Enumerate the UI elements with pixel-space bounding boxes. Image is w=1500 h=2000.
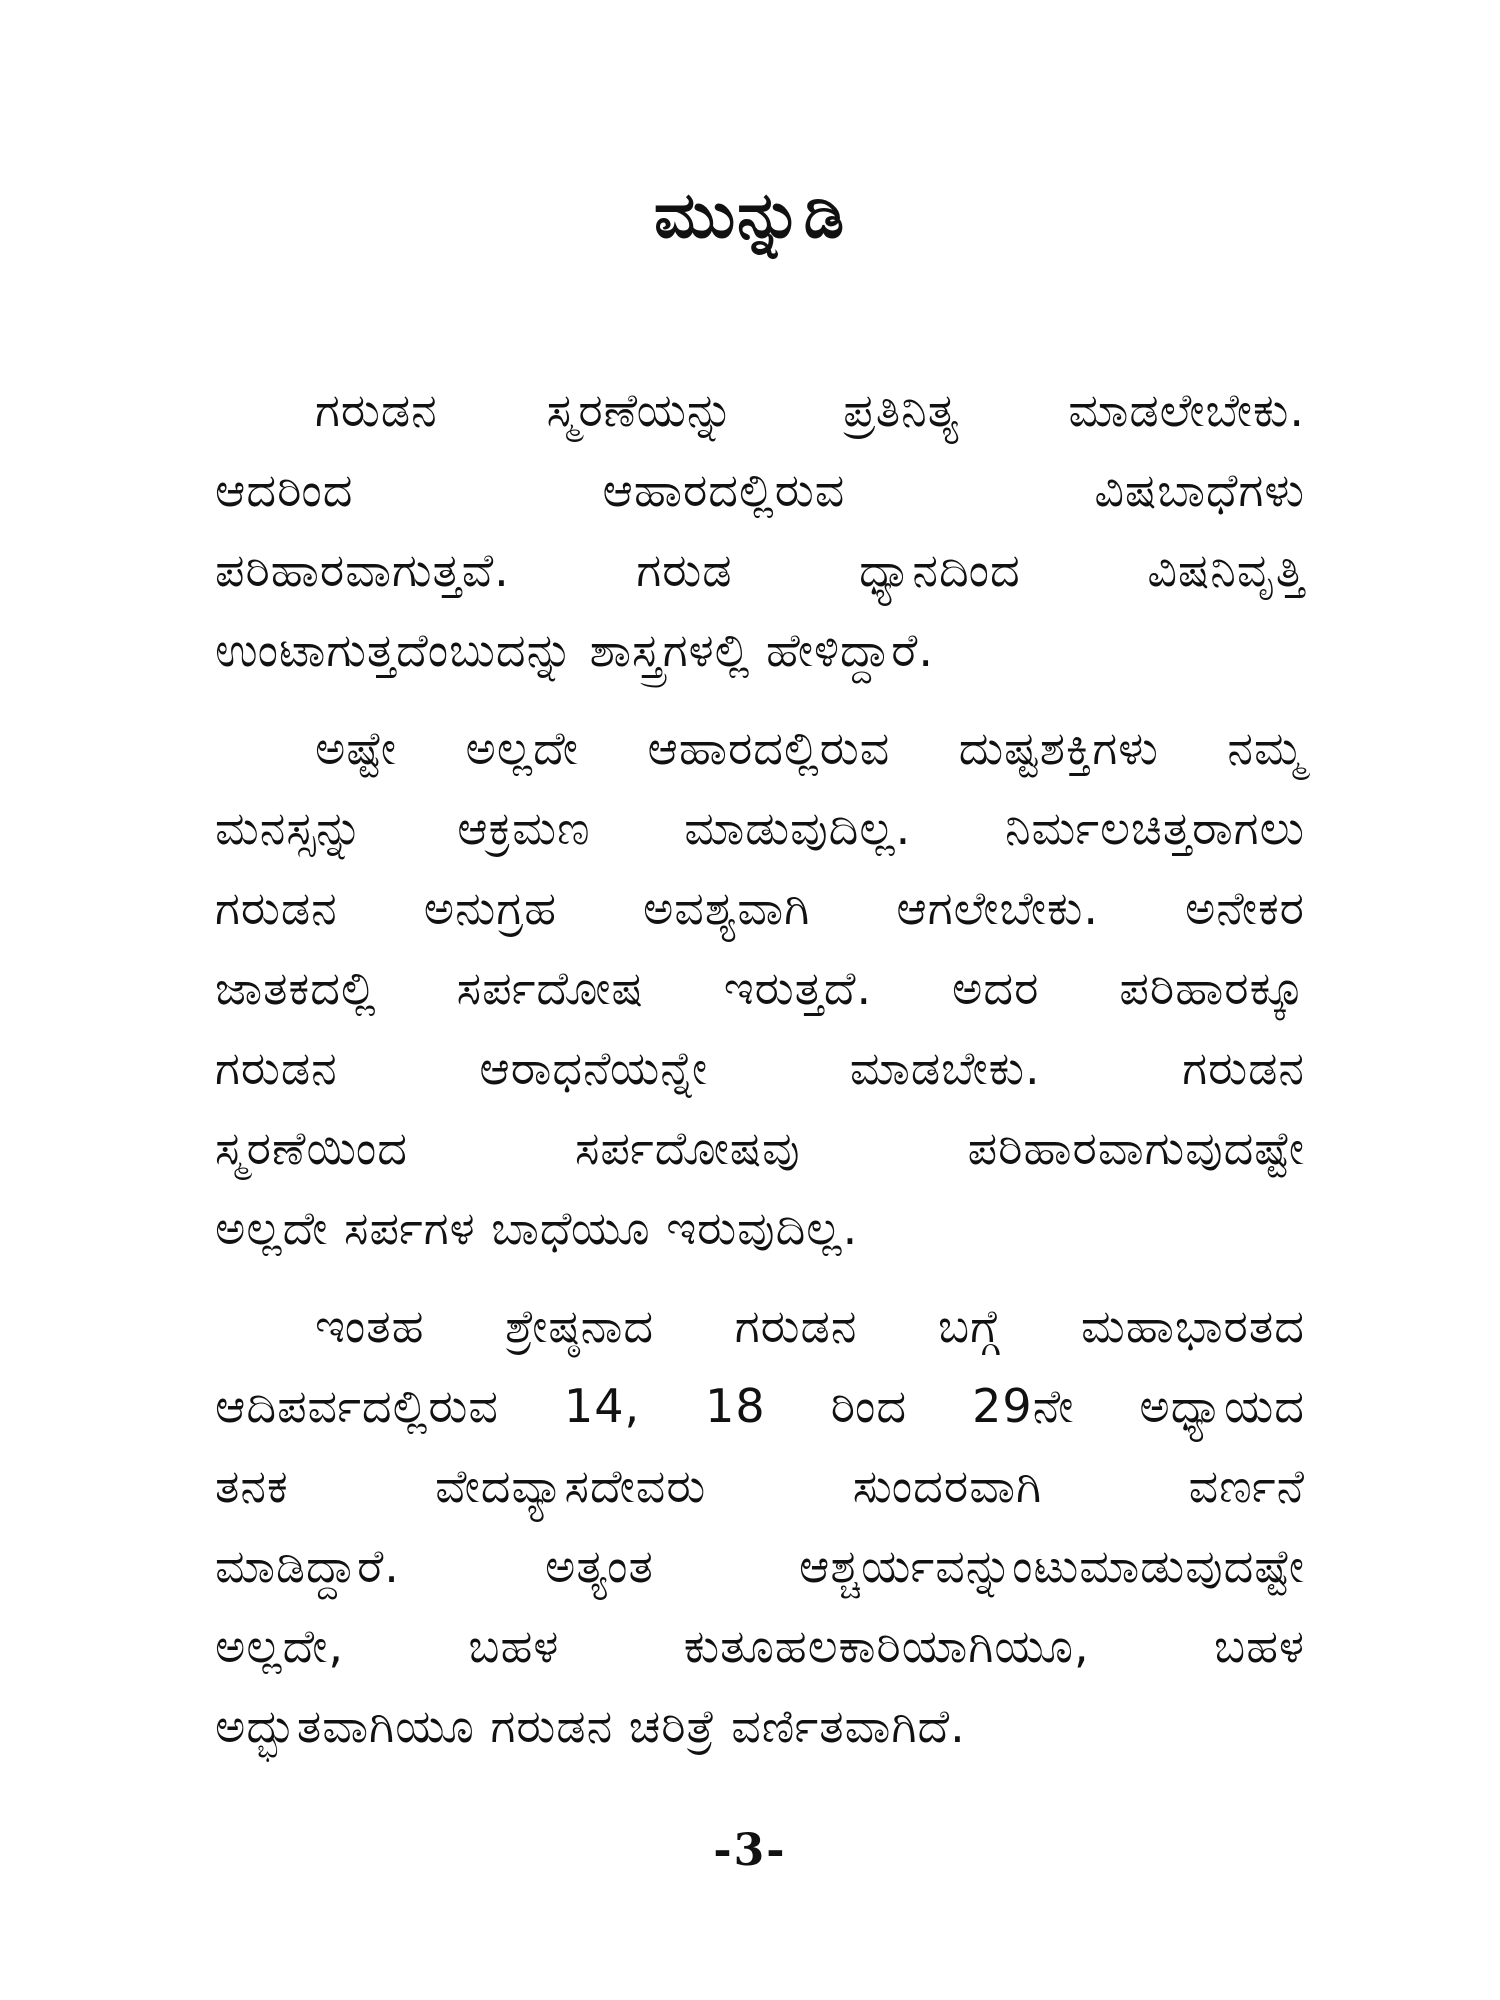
paragraph-line: ಮನಸ್ಸನ್ನು ಆಕ್ರಮಣ ಮಾಡುವುದಿಲ್ಲ. ನಿರ್ಮಲಚಿತ್ತರಾಗಲು xyxy=(215,801,1305,855)
paragraph-line: ಅದ್ಭುತವಾಗಿಯೂ ಗರುಡನ ಚರಿತ್ರೆ ವರ್ಣಿತವಾಗಿದೆ. xyxy=(215,1699,966,1753)
page-number: -3- xyxy=(713,1825,787,1876)
paragraph-line: ಸ್ಮರಣೆಯಿಂದ ಸರ್ಪದೋಷವು ಪರಿಹಾರವಾಗುವುದಷ್ಟೇ xyxy=(215,1121,1305,1175)
paragraph-line: ಗರುಡನ ಸ್ಮರಣೆಯನ್ನು ಪ್ರತಿನಿತ್ಯ ಮಾಡಲೇಬೇಕು. xyxy=(315,383,1305,437)
paragraph-line: ತನಕ ವೇದವ್ಯಾಸದೇವರು ಸುಂದರವಾಗಿ ವರ್ಣನೆ xyxy=(215,1459,1305,1513)
paragraph-line: ಗರುಡನ ಆರಾಧನೆಯನ್ನೇ ಮಾಡಬೇಕು. ಗರುಡನ xyxy=(215,1041,1305,1095)
paragraph-line: ಅಲ್ಲದೇ, ಬಹಳ ಕುತೂಹಲಕಾರಿಯಾಗಿಯೂ, ಬಹಳ xyxy=(215,1619,1305,1673)
paragraph-line: ಆದರಿಂದ ಆಹಾರದಲ್ಲಿರುವ ವಿಷಬಾಧೆಗಳು xyxy=(215,463,1305,517)
paragraph-3 xyxy=(215,1286,1305,1766)
paragraph-2 xyxy=(215,708,1305,1268)
paragraph-line: ಉಂಟಾಗುತ್ತದೆಂಬುದನ್ನು ಶಾಸ್ತ್ರಗಳಲ್ಲಿ ಹೇಳಿದ್ದಾರೆ. xyxy=(215,623,934,677)
paragraph-1 xyxy=(215,370,1305,690)
paragraph-line: ಇಂತಹ ಶ್ರೇಷ್ಠನಾದ ಗರುಡನ ಬಗ್ಗೆ ಮಹಾಭಾರತದ xyxy=(315,1299,1305,1353)
paragraph-line: ಜಾತಕದಲ್ಲಿ ಸರ್ಪದೋಷ ಇರುತ್ತದೆ. ಅದರ ಪರಿಹಾರಕ್ಕೂ xyxy=(215,961,1305,1015)
page-title: ಮುನ್ನುಡಿ xyxy=(653,179,847,253)
paragraph-line: ಮಾಡಿದ್ದಾರೆ. ಅತ್ಯಂತ ಆಶ್ಚರ್ಯವನ್ನುಂಟುಮಾಡುವುದಷ್ಟೇ xyxy=(215,1539,1305,1593)
paragraph-line: ಅಲ್ಲದೇ ಸರ್ಪಗಳ ಬಾಧೆಯೂ ಇರುವುದಿಲ್ಲ. xyxy=(215,1201,859,1255)
document-body xyxy=(215,370,1305,1766)
paragraph-line: ಆದಿಪರ್ವದಲ್ಲಿರುವ 14, 18 ರಿಂದ 29ನೇ ಅಧ್ಯಾಯದ xyxy=(215,1379,1305,1433)
paragraph-line: ಅಷ್ಟೇ ಅಲ್ಲದೇ ಆಹಾರದಲ್ಲಿರುವ ದುಷ್ಟಶಕ್ತಿಗಳು ನಮ್ಮ xyxy=(315,721,1305,775)
paragraph-line: ಗರುಡನ ಅನುಗ್ರಹ ಅವಶ್ಯವಾಗಿ ಆಗಲೇಬೇಕು. ಅನೇಕರ xyxy=(215,881,1305,935)
paragraph-line: ಪರಿಹಾರವಾಗುತ್ತವೆ. ಗರುಡ ಧ್ಯಾನದಿಂದ ವಿಷನಿವೃತ್ತಿ xyxy=(215,543,1305,597)
